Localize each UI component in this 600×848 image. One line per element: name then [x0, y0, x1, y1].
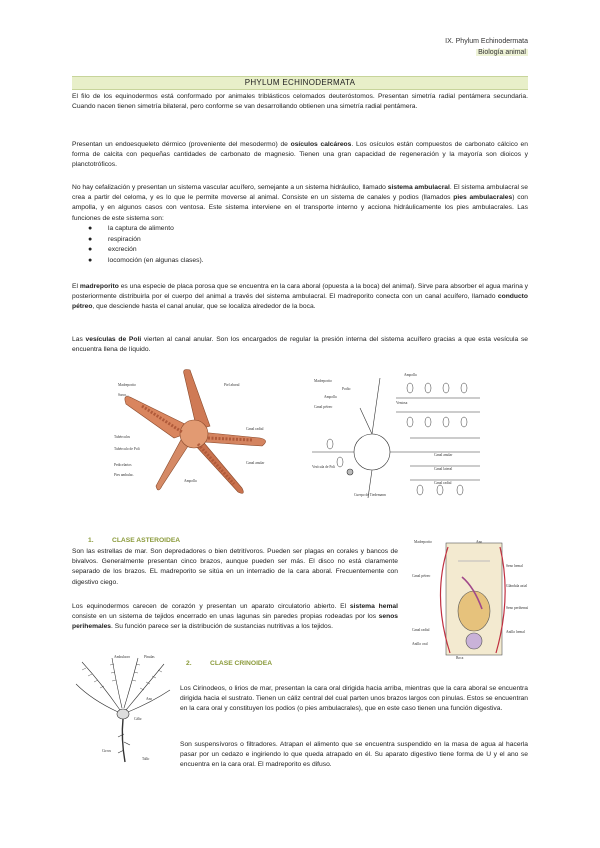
figure-label: Madreporito [414, 540, 432, 544]
section-heading-asteroidea: 1. CLASE ASTEROIDEA [88, 537, 181, 544]
figure-label: Canal anular [434, 453, 453, 457]
figure-label: Canal lateral [434, 467, 453, 471]
hemal-system-figure [412, 537, 528, 661]
figure-label: Tubérculo de Poli [114, 447, 140, 451]
chapter-title: IX. Phylum Echinodermata [445, 38, 528, 45]
skeleton-paragraph: Presentan un endoesqueleto dérmico (proveniente del mesodermo) de osículos calcáreos. Los osículos están compuestos de carbonato cálcico en forma de calcita con pequeñas cantidades de carbonato de magnesio. Tienen una gran capacidad de regeneración y la mayoría son dioicos y planctotróficos. [72, 141, 528, 169]
figure-label: Piel aboral [224, 383, 240, 387]
figure-label: Ambulacro [114, 655, 131, 659]
intro-paragraph: El filo de los equinodermos está conformado por animales triblásticos celomados deuteróstomos. Presentan simetría radial pentámera secundaria. Cuando nacen tienen simetría bilateral, pero conforme se van desarrollando obtienen una simetría radial pentámera. [72, 93, 528, 111]
figure-label: Vesícula de Poli [312, 465, 336, 469]
figure-label: Ventosa [396, 401, 408, 405]
figure-label: Tallo [142, 757, 150, 761]
subject-label: Biología animal [478, 49, 526, 56]
crinoid-figure [72, 654, 178, 766]
page-header [445, 36, 528, 58]
figure-label: Boca [456, 656, 464, 660]
water-vascular-system-figure [310, 368, 490, 500]
list-item: ● excreción [88, 246, 137, 254]
figure-label: Ampolla [324, 395, 337, 399]
figure-label: Pedicelarios [114, 463, 132, 467]
figure-label: Seno hemal [506, 564, 523, 568]
figure-label: Canal pétreo [314, 405, 333, 409]
starfish-anatomy-figure [112, 368, 282, 500]
functions-list [88, 224, 204, 266]
starfish-illustration [125, 370, 266, 494]
figure-label: Madreporito [118, 383, 136, 387]
figure-label: Seno perihemal [506, 606, 528, 610]
figure-label: Canal radial [246, 427, 264, 431]
figure-label: Sarco... [118, 393, 129, 397]
figure-label: Madreporito [314, 379, 332, 383]
list-item: ● locomoción (en algunas clases). [88, 256, 204, 264]
vascular-system-illustration [312, 378, 480, 498]
crinoidea-paragraph: Los Cirinodeos, o lirios de mar, presentan la cara oral dirigida hacia arriba, mientras que la cara aboral se encuentra dirigida hacia el sustrato. Tienen un cáliz central del cual parten unos brazos largos con pínulas. Estos se encuentran en la cara oral y constituyen los podios (o pies ambulacrales), que en este caso tienen una función digestiva. [180, 685, 528, 713]
crinoid-illustration [76, 658, 170, 762]
list-item: ● la captura de alimento [88, 225, 174, 232]
figure-label: Cirros [102, 749, 111, 753]
crinoidea-feeding-paragraph: Son suspensívoros o filtradores. Atrapan el alimento que se encuentra suspendido en la masa de agua al hacerla pasar por un cedazo e ingiriendo lo que queda atrapado en él. Su aparato digestivo tiene forma de U y el ano se encuentra en la cara oral. El madreporito es difuso. [180, 741, 528, 769]
figure-label: Canal pétreo [412, 574, 431, 578]
figure-label: Ampolla [184, 479, 197, 483]
figure-label: Canal radial [412, 628, 430, 632]
hemal-system-paragraph: Los equinodermos carecen de corazón y presentan un aparato circulatorio abierto. El sistema hemal consiste en un sistema de tejidos encerrado en unas lagunas sin paredes propias rodeadas por los senos perihemales. Su función parece ser la distribución de sustancias nutritivas a los tejidos. [72, 603, 398, 631]
figure-label: Cuerpo de Tiedemann [354, 493, 386, 497]
section-heading-crinoidea: 2. CLASE CRINOIDEA [186, 660, 273, 667]
hemal-system-illustration [440, 543, 505, 655]
figure-label: Pínulas [144, 655, 155, 659]
madreporite-paragraph: El madreporito es una especie de placa porosa que se encuentra en la cara aboral (opuesta a la boca) del animal). Sirve para absorber el agua marina y posteriormente distribuirla por el cuerpo del animal a través del sistema ambulacral. El madreporito conecta con un canal acuífero, llamado conducto pétreo, que desciende hasta el canal anular, que se localiza alrededor de la boca. [72, 283, 528, 311]
list-item: ● respiración [88, 235, 141, 243]
poli-paragraph: Las vesículas de Poli vierten al canal anular. Son los encargados de regular la presión interna del sistema acuífero gracias a que esta vesícula se encuentra llena de líquido. [72, 336, 529, 354]
figure-label: Canal radial [434, 481, 452, 485]
figure-label: Anillo hemal [506, 630, 525, 634]
page-title: PHYLUM ECHINODERMATA [72, 76, 528, 90]
figure-label: Cáliz [134, 717, 142, 721]
figure-label: Ano [146, 697, 153, 701]
figure-label: Glándula axial [506, 584, 528, 588]
figure-label: Ampolla [404, 373, 417, 377]
figure-label: Canal anular [246, 461, 265, 465]
figure-label: Ano [476, 540, 483, 544]
figure-label: Tubérculos [114, 435, 131, 439]
figure-label: Pies ambulac. [114, 473, 134, 477]
ambulacral-paragraph: No hay cefalización y presentan un sistema vascular acuífero, semejante a un sistema hidráulico, llamado sistema ambulacral. El sistema ambulacral se crea a partir del celoma, y es lo que le permite moverse al animal. Consiste en un sistema de canales y podios (llamados pies ambulacrales) con ampolla, y en algunos casos con ventosa. Este sistema interviene en el transporte interno y acciona hidráulicamente los pies ambulacrales. Las funciones de este sistema son: [72, 184, 529, 222]
asteroidea-paragraph: Son las estrellas de mar. Son depredadores o bien detritívoros. Pueden ser plagas en corales y bancos de bivalvos. Generalmente presentan cinco brazos, aunque pueden ser más. El disco no está claramente separado de los brazos. EL madreporito se sitúa en un interradio de la cara aboral. Frecuentemente con digestivo ciego. [72, 548, 398, 586]
figure-label: Podio [342, 387, 351, 391]
figure-label: Anillo oral [412, 642, 428, 646]
